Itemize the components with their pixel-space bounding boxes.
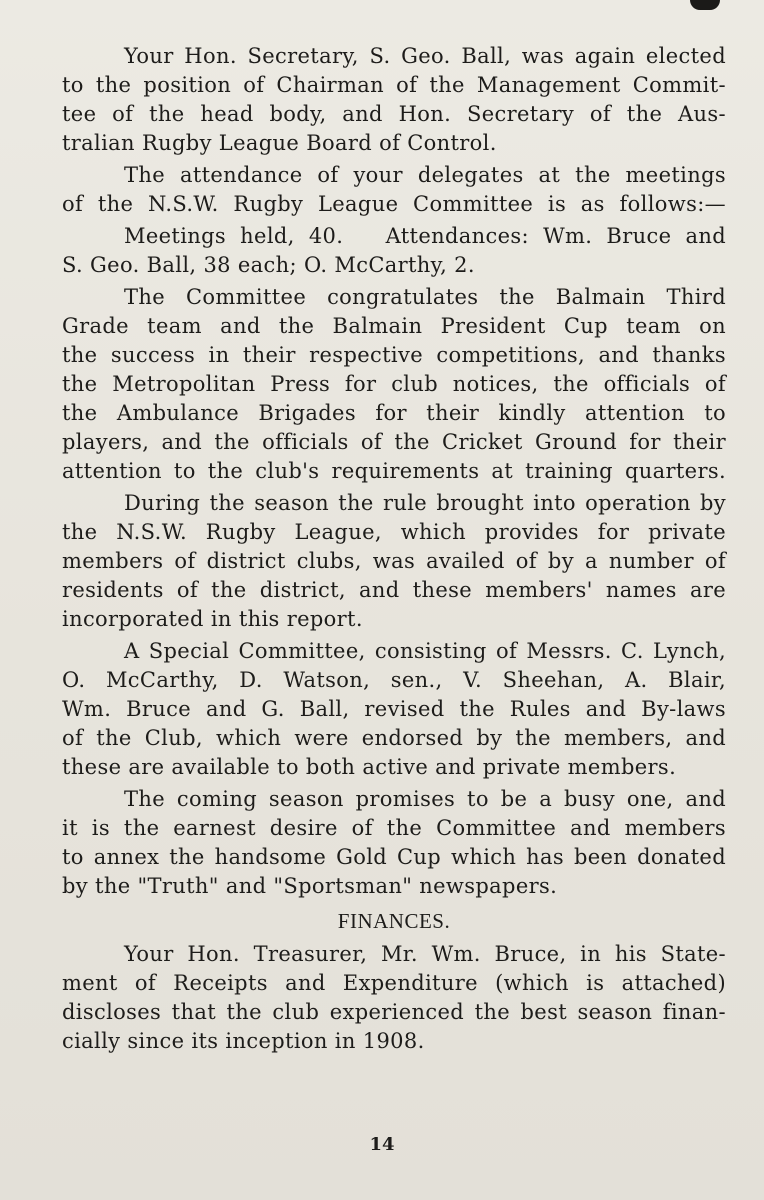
paragraph-secretary	[62, 42, 726, 158]
paragraph-meetings	[62, 222, 726, 280]
text-line: the Ambulance Brigades for their kindly attention to	[62, 401, 726, 425]
text-line: ment of Receipts and Expenditure (which is attached)	[62, 971, 726, 995]
page-number: 14	[369, 1134, 395, 1155]
text-line: of the Club, which were endorsed by the members, and	[62, 726, 726, 750]
text-line: During the season the rule brought into operation by	[124, 491, 726, 515]
text-line: Your Hon. Secretary, S. Geo. Ball, was again elected	[124, 44, 726, 68]
section-heading-finances: FINANCES.	[337, 909, 451, 933]
text-line: tralian Rugby League Board of Control.	[62, 131, 497, 155]
text-line: members of district clubs, was availed of by a number of	[62, 549, 726, 573]
text-line: to the position of Chairman of the Management Commit-	[62, 73, 726, 97]
text-line: Meetings held, 40. Attendances: Wm. Bruce and	[124, 224, 726, 248]
page-corner-mark	[690, 0, 720, 10]
paragraph-finances	[62, 940, 726, 1056]
paragraph-congratulations	[62, 283, 726, 486]
text-line: incorporated in this report.	[62, 607, 363, 631]
text-line: A Special Committee, consisting of Messrs. C. Lynch,	[124, 639, 726, 663]
text-line: the success in their respective competitions, and thanks	[62, 343, 726, 367]
text-line: The Committee congratulates the Balmain Third	[124, 285, 726, 309]
text-line: Your Hon. Treasurer, Mr. Wm. Bruce, in his State-	[124, 942, 726, 966]
text-line: the N.S.W. Rugby League, which provides for private	[62, 520, 726, 544]
text-line: discloses that the club experienced the best season finan-	[62, 1000, 726, 1024]
text-line: these are available to both active and private members.	[62, 755, 677, 779]
text-line: S. Geo. Ball, 38 each; O. McCarthy, 2.	[62, 253, 475, 277]
text-line: attention to the club's requirements at training quarters.	[62, 459, 726, 483]
paragraph-special-committee	[62, 637, 726, 782]
text-line: O. McCarthy, D. Watson, sen., V. Sheehan, A. Blair,	[62, 668, 726, 692]
text-line: cially since its inception in 1908.	[62, 1029, 425, 1053]
text-line: residents of the district, and these members' names are	[62, 578, 726, 602]
paragraph-private-members	[62, 489, 726, 634]
text-line: by the "Truth" and "Sportsman" newspapers.	[62, 874, 558, 898]
paragraph-coming-season	[62, 785, 726, 901]
text-line: of the N.S.W. Rugby League Committee is as follows:—	[62, 192, 726, 216]
report-body	[62, 42, 726, 1059]
text-line: players, and the officials of the Cricket Ground for their	[62, 430, 726, 454]
text-line: tee of the head body, and Hon. Secretary of the Aus-	[62, 102, 726, 126]
text-line: The attendance of your delegates at the meetings	[124, 163, 726, 187]
text-line: Wm. Bruce and G. Ball, revised the Rules and By-laws	[62, 697, 726, 721]
text-line: The coming season promises to be a busy one, and	[124, 787, 726, 811]
text-line: to annex the handsome Gold Cup which has been donated	[62, 845, 726, 869]
paragraph-attendance	[62, 161, 726, 219]
text-line: Grade team and the Balmain President Cup team on	[62, 314, 726, 338]
text-line: the Metropolitan Press for club notices, the officials of	[62, 372, 726, 396]
text-line: it is the earnest desire of the Committee and members	[62, 816, 726, 840]
